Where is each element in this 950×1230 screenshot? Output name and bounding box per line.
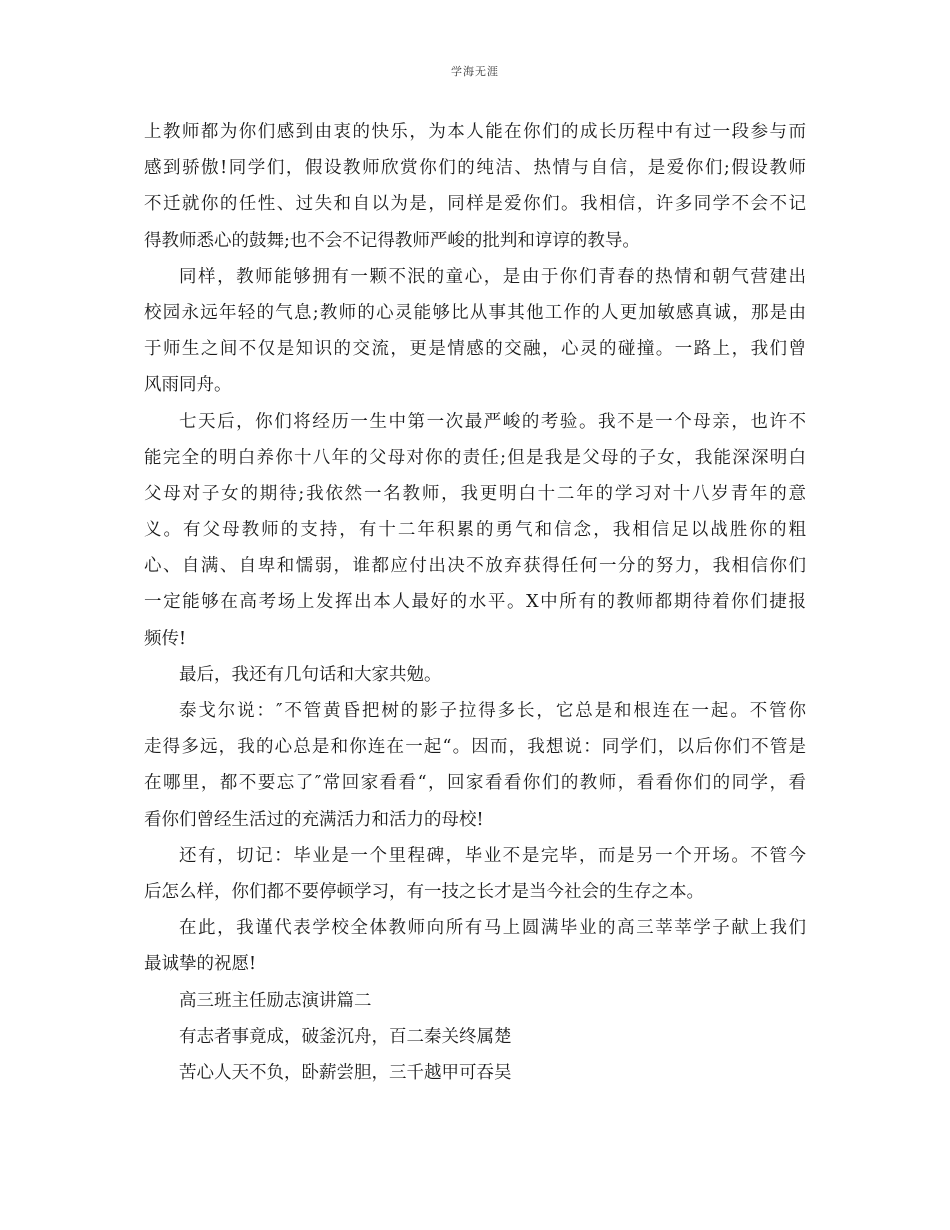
paragraph-start-line: 还有，切记：毕业是一个里程碑，毕业不是完毕，而是另一个开场。不管今 (179, 845, 806, 866)
text-line: 能完全的明白养你十八年的父母对你的责任;但是我是父母的子女，我能深深明白 (144, 447, 806, 468)
text-line: 于师生之间不仅是知识的交流，更是情感的交融，心灵的碰撞。一路上，我们曾 (144, 339, 806, 360)
section-heading: 高三班主任励志演讲篇二 (179, 990, 372, 1011)
text-line: 频传! (144, 628, 187, 649)
text-line: 上教师都为你们感到由衷的快乐，为本人能在你们的成长历程中有过一段参与而 (144, 122, 806, 142)
paragraph-start-line: 七天后，你们将经历一生中第一次最严峻的考验。我不是一个母亲，也许不 (179, 411, 806, 432)
document-body (144, 114, 806, 1091)
text-line: 义。有父母教师的支持，有十二年积累的勇气和信念，我相信足以战胜你的粗 (144, 520, 806, 541)
text-line: 不迁就你的任性、过失和自以为是，同样是爱你们。我相信，许多同学不会不记 (144, 194, 806, 215)
paragraph-start-line: 在此，我谨代表学校全体教师向所有马上圆满毕业的高三莘莘学子献上我们 (179, 918, 806, 939)
couplet-line: 苦心人天不负，卧薪尝胆，三千越甲可吞吴 (179, 1062, 512, 1083)
text-line: 后怎么样，你们都不要停顿学习，有一技之长才是当今社会的生存之本。 (144, 881, 704, 902)
text-line: 风雨同舟。 (144, 375, 232, 396)
text-line: 校园永远年轻的气息;教师的心灵能够比从事其他工作的人更加敏感真诚，那是由 (144, 302, 806, 323)
text-line: 得教师悉心的鼓舞;也不会不记得教师严峻的批判和谆谆的教导。 (144, 230, 640, 251)
text-line: 父母对子女的期待;我依然一名教师，我更明白十二年的学习对十八岁青年的意 (144, 483, 806, 504)
couplet-line: 有志者事竟成，破釜沉舟，百二秦关终属楚 (179, 1026, 512, 1047)
paragraph-start-line: 同样，教师能够拥有一颗不泯的童心，是由于你们青春的热情和朝气营建出 (179, 266, 806, 287)
text-line: 感到骄傲!同学们，假设教师欣赏你们的纯洁、热情与自信，是爱你们;假设教师 (144, 158, 806, 179)
paragraph-start-line: 泰戈尔说：″不管黄昏把树的影子拉得多长，它总是和根连在一起。不管你 (179, 701, 806, 721)
text-line: 最诚挚的祝愿! (144, 954, 257, 975)
paragraph-start-line: 最后，我还有几句话和大家共勉。 (179, 664, 442, 685)
text-line: 走得多远，我的心总是和你连在一起“。因而，我想说：同学们，以后你们不管是 (144, 737, 806, 758)
text-line: 看你们曾经生活过的充满活力和活力的母校! (144, 809, 484, 830)
text-line: 在哪里，都不要忘了″常回家看看“，回家看看你们的教师，看看你们的同学，看 (144, 773, 806, 794)
text-line: 心、自满、自卑和懦弱，谁都应付出决不放弃获得任何一分的努力，我相信你们 (144, 556, 806, 577)
page-header: 学海无涯 (451, 65, 499, 78)
text-line: 一定能够在高考场上发挥出本人最好的水平。X中所有的教师都期待着你们捷报 (144, 592, 806, 613)
